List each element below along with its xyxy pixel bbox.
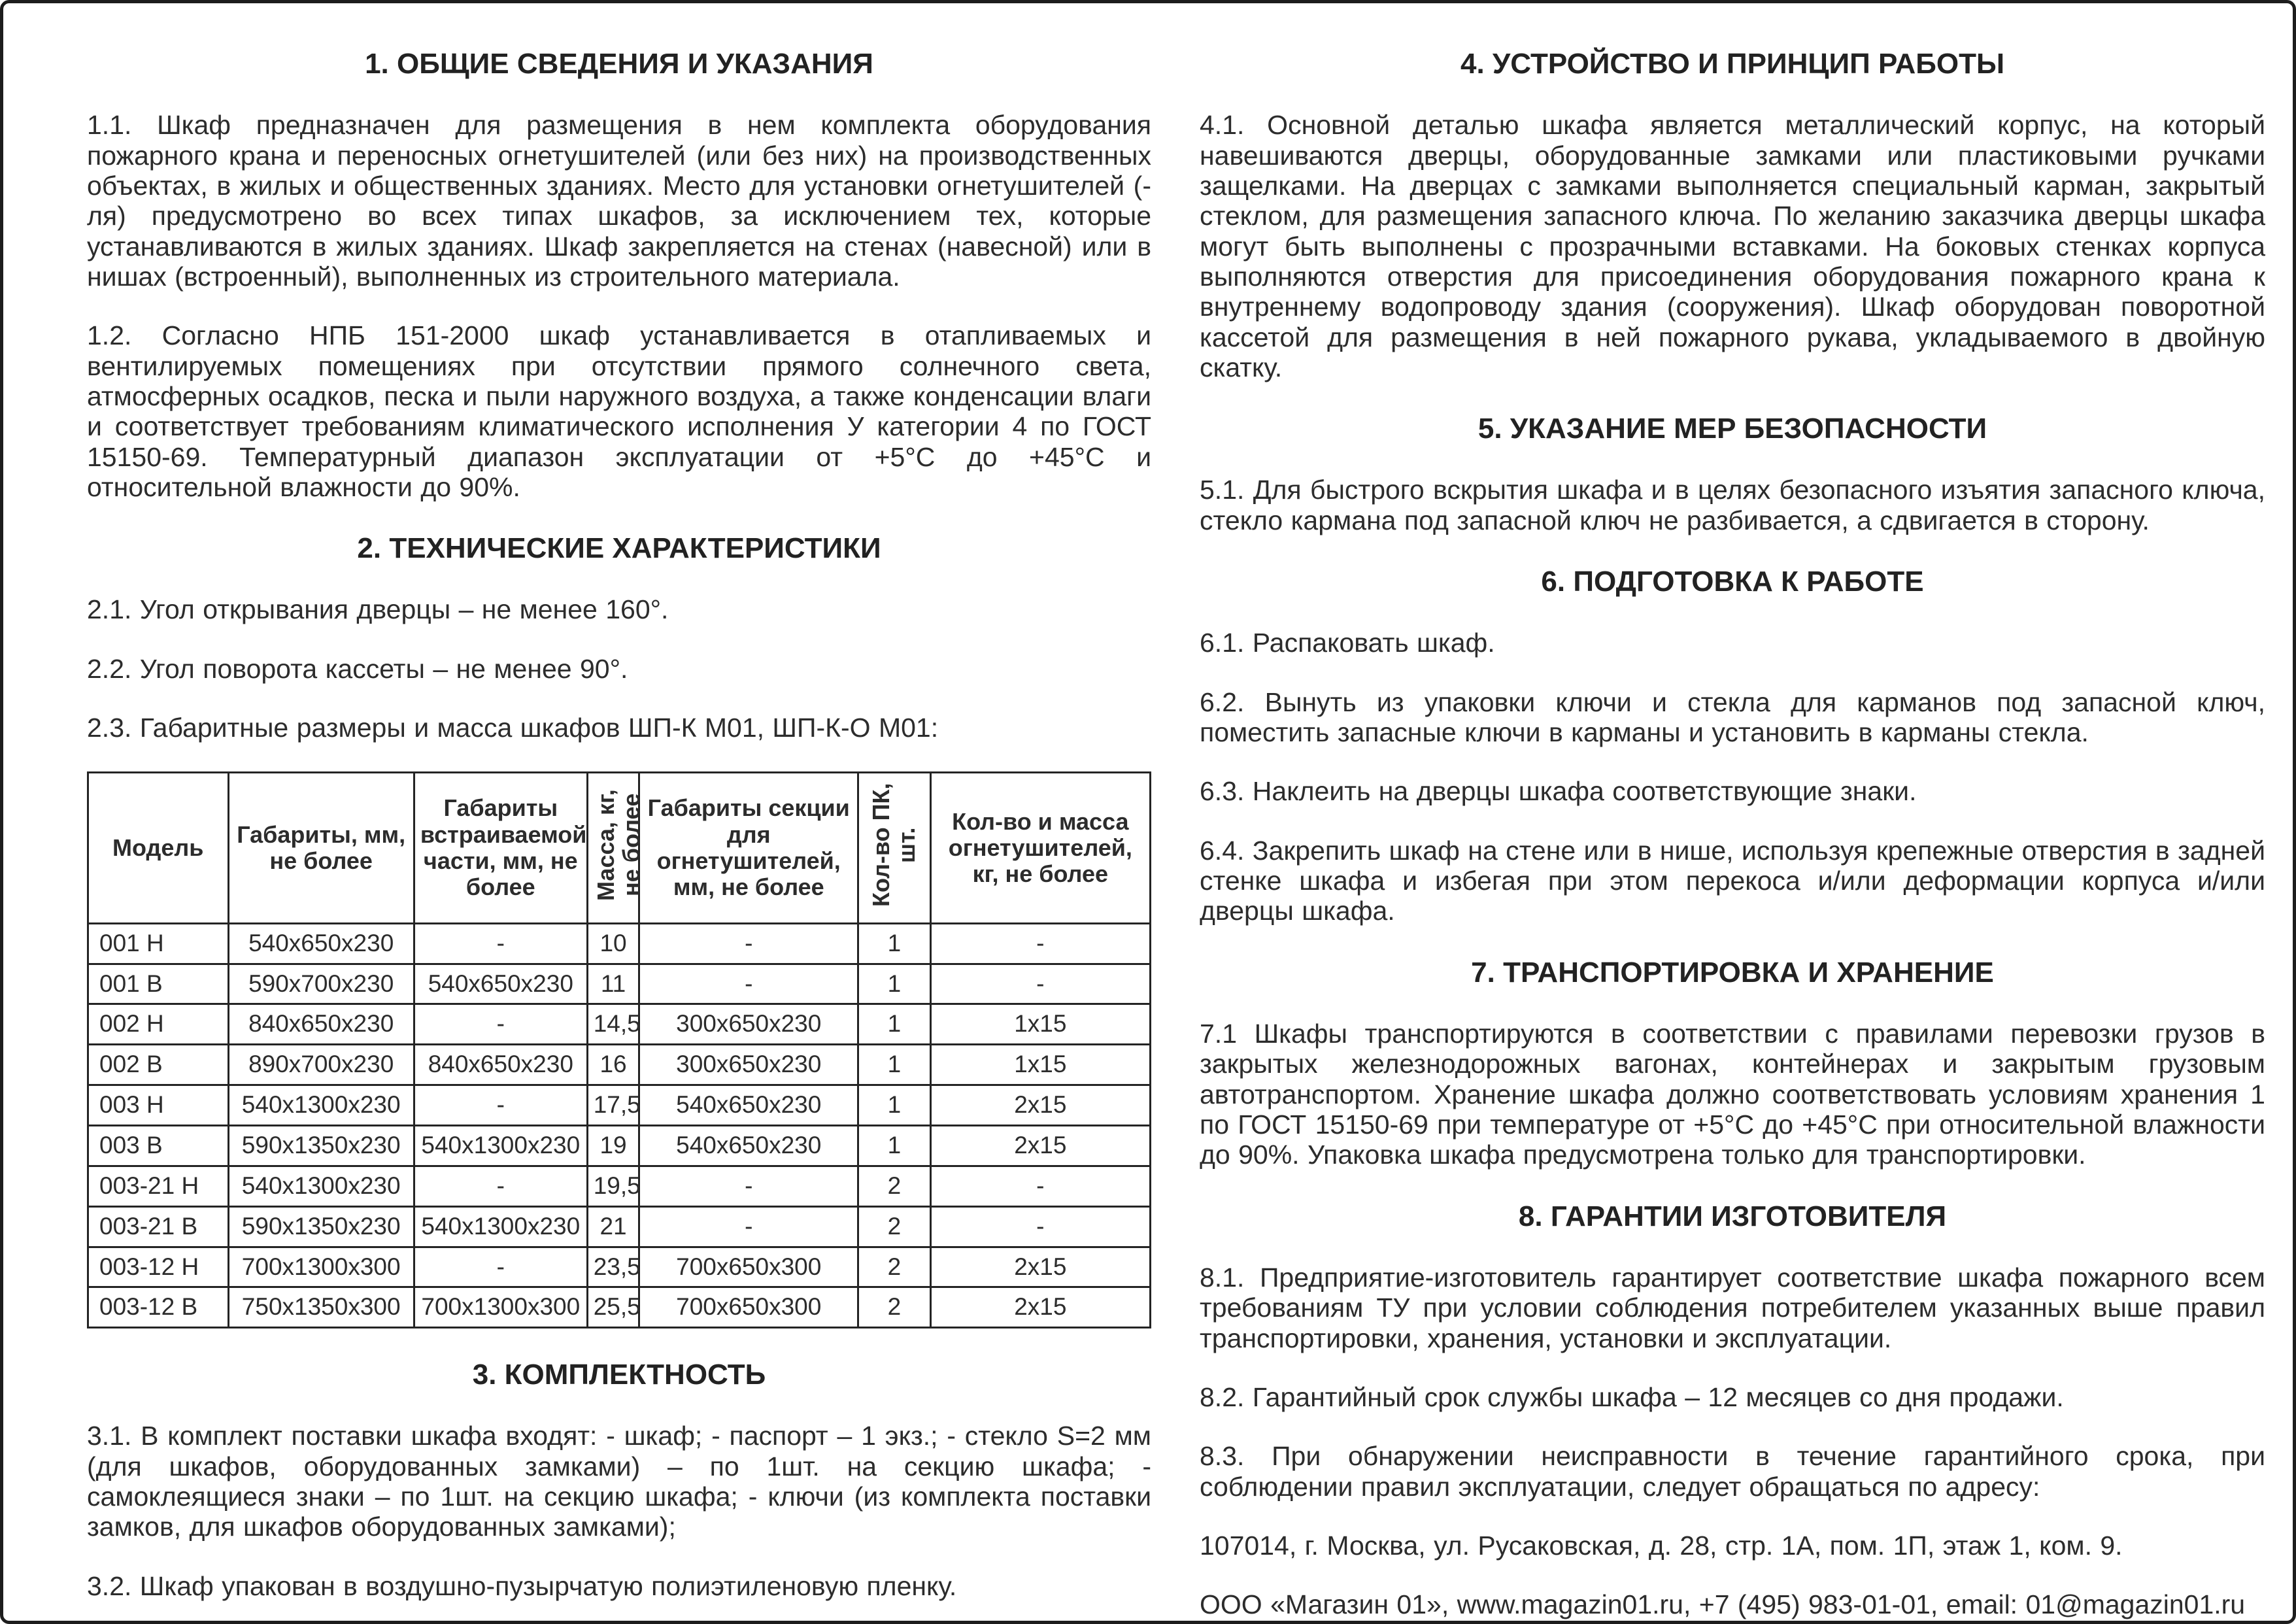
cell-embedded-dimensions: 540х1300х230: [414, 1206, 587, 1247]
cell-model: 003-21 Н: [88, 1166, 229, 1206]
cell-extinguisher-count: 2х15: [930, 1125, 1150, 1166]
cell-pk-count: 1: [858, 964, 931, 1004]
cell-extinguisher-count: 2х15: [930, 1247, 1150, 1287]
cell-embedded-dimensions: -: [414, 923, 587, 964]
paragraph-7-1: 7.1 Шкафы транспортируются в соответствии с правилами перевозки грузов в закрытых железнодорожных вагонах, контейнерах и закрытым грузовым автотранспортом. Хранение шкафа должно соответствовать условиям хранения 1 по ГОСТ 15150-69 при температуре от +5°С до +45°С при относительной влажности до 90%. Упаковка шкафа предусмотрена только для транспортировки.: [1200, 1018, 2265, 1170]
cell-mass: 11: [587, 964, 639, 1004]
paragraph-6-4: 6.4. Закрепить шкаф на стене или в нише, используя крепежные отверстия в задней стенке шкафа и избегая при этом перекоса и/или деформации корпуса и/или дверцы шкафа.: [1200, 835, 2265, 926]
cell-extinguisher-section: 300х650х230: [639, 1004, 858, 1045]
cell-extinguisher-count: -: [930, 1206, 1150, 1247]
cell-model: 002 Н: [88, 1004, 229, 1045]
header-mass: [587, 773, 645, 923]
cell-model: 003-21 В: [88, 1206, 229, 1247]
cell-extinguisher-section: -: [639, 1166, 858, 1206]
cell-extinguisher-count: -: [930, 923, 1150, 964]
cell-dimensions: 890х700х230: [228, 1045, 414, 1085]
cell-extinguisher-section: 700х650х300: [639, 1287, 858, 1328]
cell-extinguisher-count: 2х15: [930, 1085, 1150, 1126]
cell-embedded-dimensions: 540х1300х230: [414, 1125, 587, 1166]
cell-pk-count: 1: [858, 923, 931, 964]
cell-extinguisher-section: -: [639, 923, 858, 964]
table-row: [88, 1247, 1151, 1287]
cell-model: 003 Н: [88, 1085, 229, 1126]
paragraph-6-3: 6.3. Наклеить на дверцы шкафа соответствующие знаки.: [1200, 776, 1917, 807]
cell-model: 003 В: [88, 1125, 229, 1166]
cell-extinguisher-count: -: [930, 964, 1150, 1004]
paragraph-8-2: 8.2. Гарантийный срок службы шкафа – 12 месяцев со дня продажи.: [1200, 1381, 2064, 1412]
cell-embedded-dimensions: 540х650х230: [414, 964, 587, 1004]
cell-pk-count: 2: [858, 1206, 931, 1247]
section-title-preparation: 6. ПОДГОТОВКА К РАБОТЕ: [1541, 566, 1924, 598]
left-column: [87, 44, 1151, 1624]
cell-embedded-dimensions: -: [414, 1166, 587, 1206]
cell-pk-count: 2: [858, 1166, 931, 1206]
table-header-row: [88, 773, 1151, 923]
section-title-specs: 2. ТЕХНИЧЕСКИЕ ХАРАКТЕРИСТИКИ: [357, 532, 881, 565]
cell-embedded-dimensions: -: [414, 1004, 587, 1045]
cell-dimensions: 540х650х230: [228, 923, 414, 964]
section-title-device: 4. УСТРОЙСТВО И ПРИНЦИП РАБОТЫ: [1460, 48, 2005, 80]
cell-extinguisher-section: 700х650х300: [639, 1247, 858, 1287]
header-pk-vertical-label: Кол-во ПК, шт.: [867, 783, 920, 907]
cell-pk-count: 1: [858, 1004, 931, 1045]
cell-model: 001 В: [88, 964, 229, 1004]
cell-pk-count: 1: [858, 1045, 931, 1085]
paragraph-3-2: 3.2. Шкаф упакован в воздушно-пузырчатую полиэтиленовую пленку.: [87, 1570, 957, 1601]
cell-extinguisher-section: 540х650х230: [639, 1125, 858, 1166]
header-mass-vertical-label: Масса, кг, не более: [592, 789, 645, 902]
cell-pk-count: 1: [858, 1125, 931, 1166]
cell-mass: 23,5: [587, 1247, 639, 1287]
section-title-general: 1. ОБЩИЕ СВЕДЕНИЯ И УКАЗАНИЯ: [365, 48, 873, 80]
paragraph-8-1: 8.1. Предприятие-изготовитель гарантирует соответствие шкафа пожарного всем требованиям ТУ при условии соблюдения потребителем указанных выше правил транспортировки, хранения, установки и эксплуатации.: [1200, 1262, 2265, 1353]
cell-extinguisher-section: -: [639, 964, 858, 1004]
cell-dimensions: 540х1300х230: [228, 1166, 414, 1206]
cell-dimensions: 590х1350х230: [228, 1125, 414, 1166]
paragraph-2-1: 2.1. Угол открывания дверцы – не менее 160°.: [87, 594, 669, 625]
table-row: [88, 1045, 1151, 1085]
table-row: [88, 1004, 1151, 1045]
paragraph-3-1: 3.1. В комплект поставки шкафа входят: - шкаф; - паспорт – 1 экз.; - стекло S=2 мм (для шкафов, оборудованных замками) – по 1шт. на секцию шкафа; - самоклеящиеся знаки – по 1шт. на секцию шкафа; - ключи (из комплекта поставки замков, для шкафов оборудованных замками);: [87, 1421, 1151, 1542]
cell-mass: 25,5: [587, 1287, 639, 1328]
cell-extinguisher-section: 540х650х230: [639, 1085, 858, 1126]
cell-extinguisher-count: 1х15: [930, 1045, 1150, 1085]
cell-mass: 21: [587, 1206, 639, 1247]
cell-pk-count: 2: [858, 1247, 931, 1287]
cell-embedded-dimensions: -: [414, 1247, 587, 1287]
cell-model: 002 В: [88, 1045, 229, 1085]
cell-extinguisher-section: -: [639, 1206, 858, 1247]
cell-mass: 19,5: [587, 1166, 639, 1206]
paragraph-5-1: 5.1. Для быстрого вскрытия шкафа и в целях безопасного изъятия запасного ключа, стекло кармана под запасной ключ не разбивается, а сдвигается в сторону.: [1200, 475, 2265, 535]
cell-mass: 14,5: [587, 1004, 639, 1045]
table-row: [88, 1287, 1151, 1328]
paragraph-1-1: 1.1. Шкаф предназначен для размещения в нем комплекта оборудования пожарного крана и переносных огнетушителей (или без них) на производственных объектах, в жилых и общественных зданиях. Место для установки огнетушителей (-ля) предусмотрено во всех типах шкафов, за исключением тех, которые устанавливаются в жилых зданиях. Шкаф закрепляется на стенах (навесной) или в нишах (встроенный), выполненных из строительного материала.: [87, 110, 1151, 292]
header-extinguisher-count: Кол-во и масса огнетушителей, кг, не более: [930, 773, 1150, 923]
header-model: Модель: [88, 773, 229, 923]
paragraph-6-1: 6.1. Распаковать шкаф.: [1200, 628, 1495, 658]
paragraph-2-3: 2.3. Габаритные размеры и масса шкафов ШП-К М01, ШП-К-О М01:: [87, 713, 939, 743]
cell-mass: 16: [587, 1045, 639, 1085]
two-column-layout: [87, 44, 2265, 1624]
paragraph-6-2: 6.2. Вынуть из упаковки ключи и стекла для карманов под запасной ключ, поместить запасные ключи в карманы и установить в карманы стекла.: [1200, 686, 2265, 748]
header-pk-count: [858, 773, 931, 923]
table-body: [88, 923, 1151, 1327]
cell-embedded-dimensions: 840х650х230: [414, 1045, 587, 1085]
cell-dimensions: 540х1300х230: [228, 1085, 414, 1126]
table-row: [88, 1166, 1151, 1206]
cell-mass: 10: [587, 923, 639, 964]
table-row: [88, 964, 1151, 1004]
manufacturer-address: 107014, г. Москва, ул. Русаковская, д. 28, стр. 1А, пом. 1П, этаж 1, ком. 9.: [1200, 1530, 2123, 1561]
dimensions-table: [87, 771, 1151, 1328]
table-row: [88, 923, 1151, 964]
paragraph-1-2: 1.2. Согласно НПБ 151-2000 шкаф устанавливается в отапливаемых и вентилируемых помещениях при отсутствии прямого солнечного света, атмосферных осадков, песка и пыли наружного воздуха, а также конденсации влаги и соответствует требованиям климатического исполнения У категории 4 по ГОСТ 15150-69. Температурный диапазон эксплуатации от +5°С до +45°С и относительной влажности до 90%.: [87, 320, 1151, 502]
cell-extinguisher-count: 2х15: [930, 1287, 1150, 1328]
cell-model: 003-12 Н: [88, 1247, 229, 1287]
paragraph-4-1: 4.1. Основной деталью шкафа является металлический корпус, на который навешиваются дверцы, оборудованные замками или пластиковыми ручками защелками. На дверцах с замками выполняется специальный карман, закрытый стеклом, для размещения запасного ключа. По желанию заказчика дверцы шкафа могут быть выполнены с прозрачными вставками. На боковых стенках корпуса выполняются отверстия для присоединения оборудования пожарного крана к внутреннему водопроводу здания (сооружения). Шкаф оборудован поворотной кассетой для размещения в ней пожарного рукава, укладываемого в двойную скатку.: [1200, 110, 2265, 382]
cell-dimensions: 840х650х230: [228, 1004, 414, 1045]
paragraph-8-3: 8.3. При обнаружении неисправности в течение гарантийного срока, при соблюдении правил эксплуатации, следует обращаться по адресу:: [1200, 1441, 2265, 1502]
cell-model: 003-12 В: [88, 1287, 229, 1328]
cell-extinguisher-count: -: [930, 1166, 1150, 1206]
cell-embedded-dimensions: 700х1300х300: [414, 1287, 587, 1328]
cell-dimensions: 750х1350х300: [228, 1287, 414, 1328]
table-row: [88, 1085, 1151, 1126]
section-title-transport: 7. ТРАНСПОРТИРОВКА И ХРАНЕНИЕ: [1471, 956, 1994, 989]
section-title-safety: 5. УКАЗАНИЕ МЕР БЕЗОПАСНОСТИ: [1477, 413, 1987, 445]
cell-dimensions: 700х1300х300: [228, 1247, 414, 1287]
header-dimensions: Габариты, мм, не более: [228, 773, 414, 923]
table-row: [88, 1125, 1151, 1166]
cell-dimensions: 590х1350х230: [228, 1206, 414, 1247]
cell-dimensions: 590х700х230: [228, 964, 414, 1004]
cell-embedded-dimensions: -: [414, 1085, 587, 1126]
cell-extinguisher-count: 1х15: [930, 1004, 1150, 1045]
cell-pk-count: 2: [858, 1287, 931, 1328]
manufacturer-contacts: ООО «Магазин 01», www.magazin01.ru, +7 (495) 983-01-01, email: 01@magazin01.ru: [1200, 1589, 2246, 1620]
table-row: [88, 1206, 1151, 1247]
cell-mass: 17,5: [587, 1085, 639, 1126]
right-column: [1200, 44, 2265, 1624]
section-title-warranty: 8. ГАРАНТИИ ИЗГОТОВИТЕЛЯ: [1518, 1200, 1947, 1232]
cell-pk-count: 1: [858, 1085, 931, 1126]
header-extinguisher-section: Габариты секции для огнетушителей, мм, не более: [639, 773, 858, 923]
section-title-completeness: 3. КОМПЛЕКТНОСТЬ: [472, 1359, 766, 1391]
cell-mass: 19: [587, 1125, 639, 1166]
cell-extinguisher-section: 300х650х230: [639, 1045, 858, 1085]
cell-model: 001 Н: [88, 923, 229, 964]
header-embedded-dimensions: Габариты встраиваемой части, мм, не более: [414, 773, 587, 923]
paragraph-2-2: 2.2. Угол поворота кассеты – не менее 90°.: [87, 653, 628, 684]
